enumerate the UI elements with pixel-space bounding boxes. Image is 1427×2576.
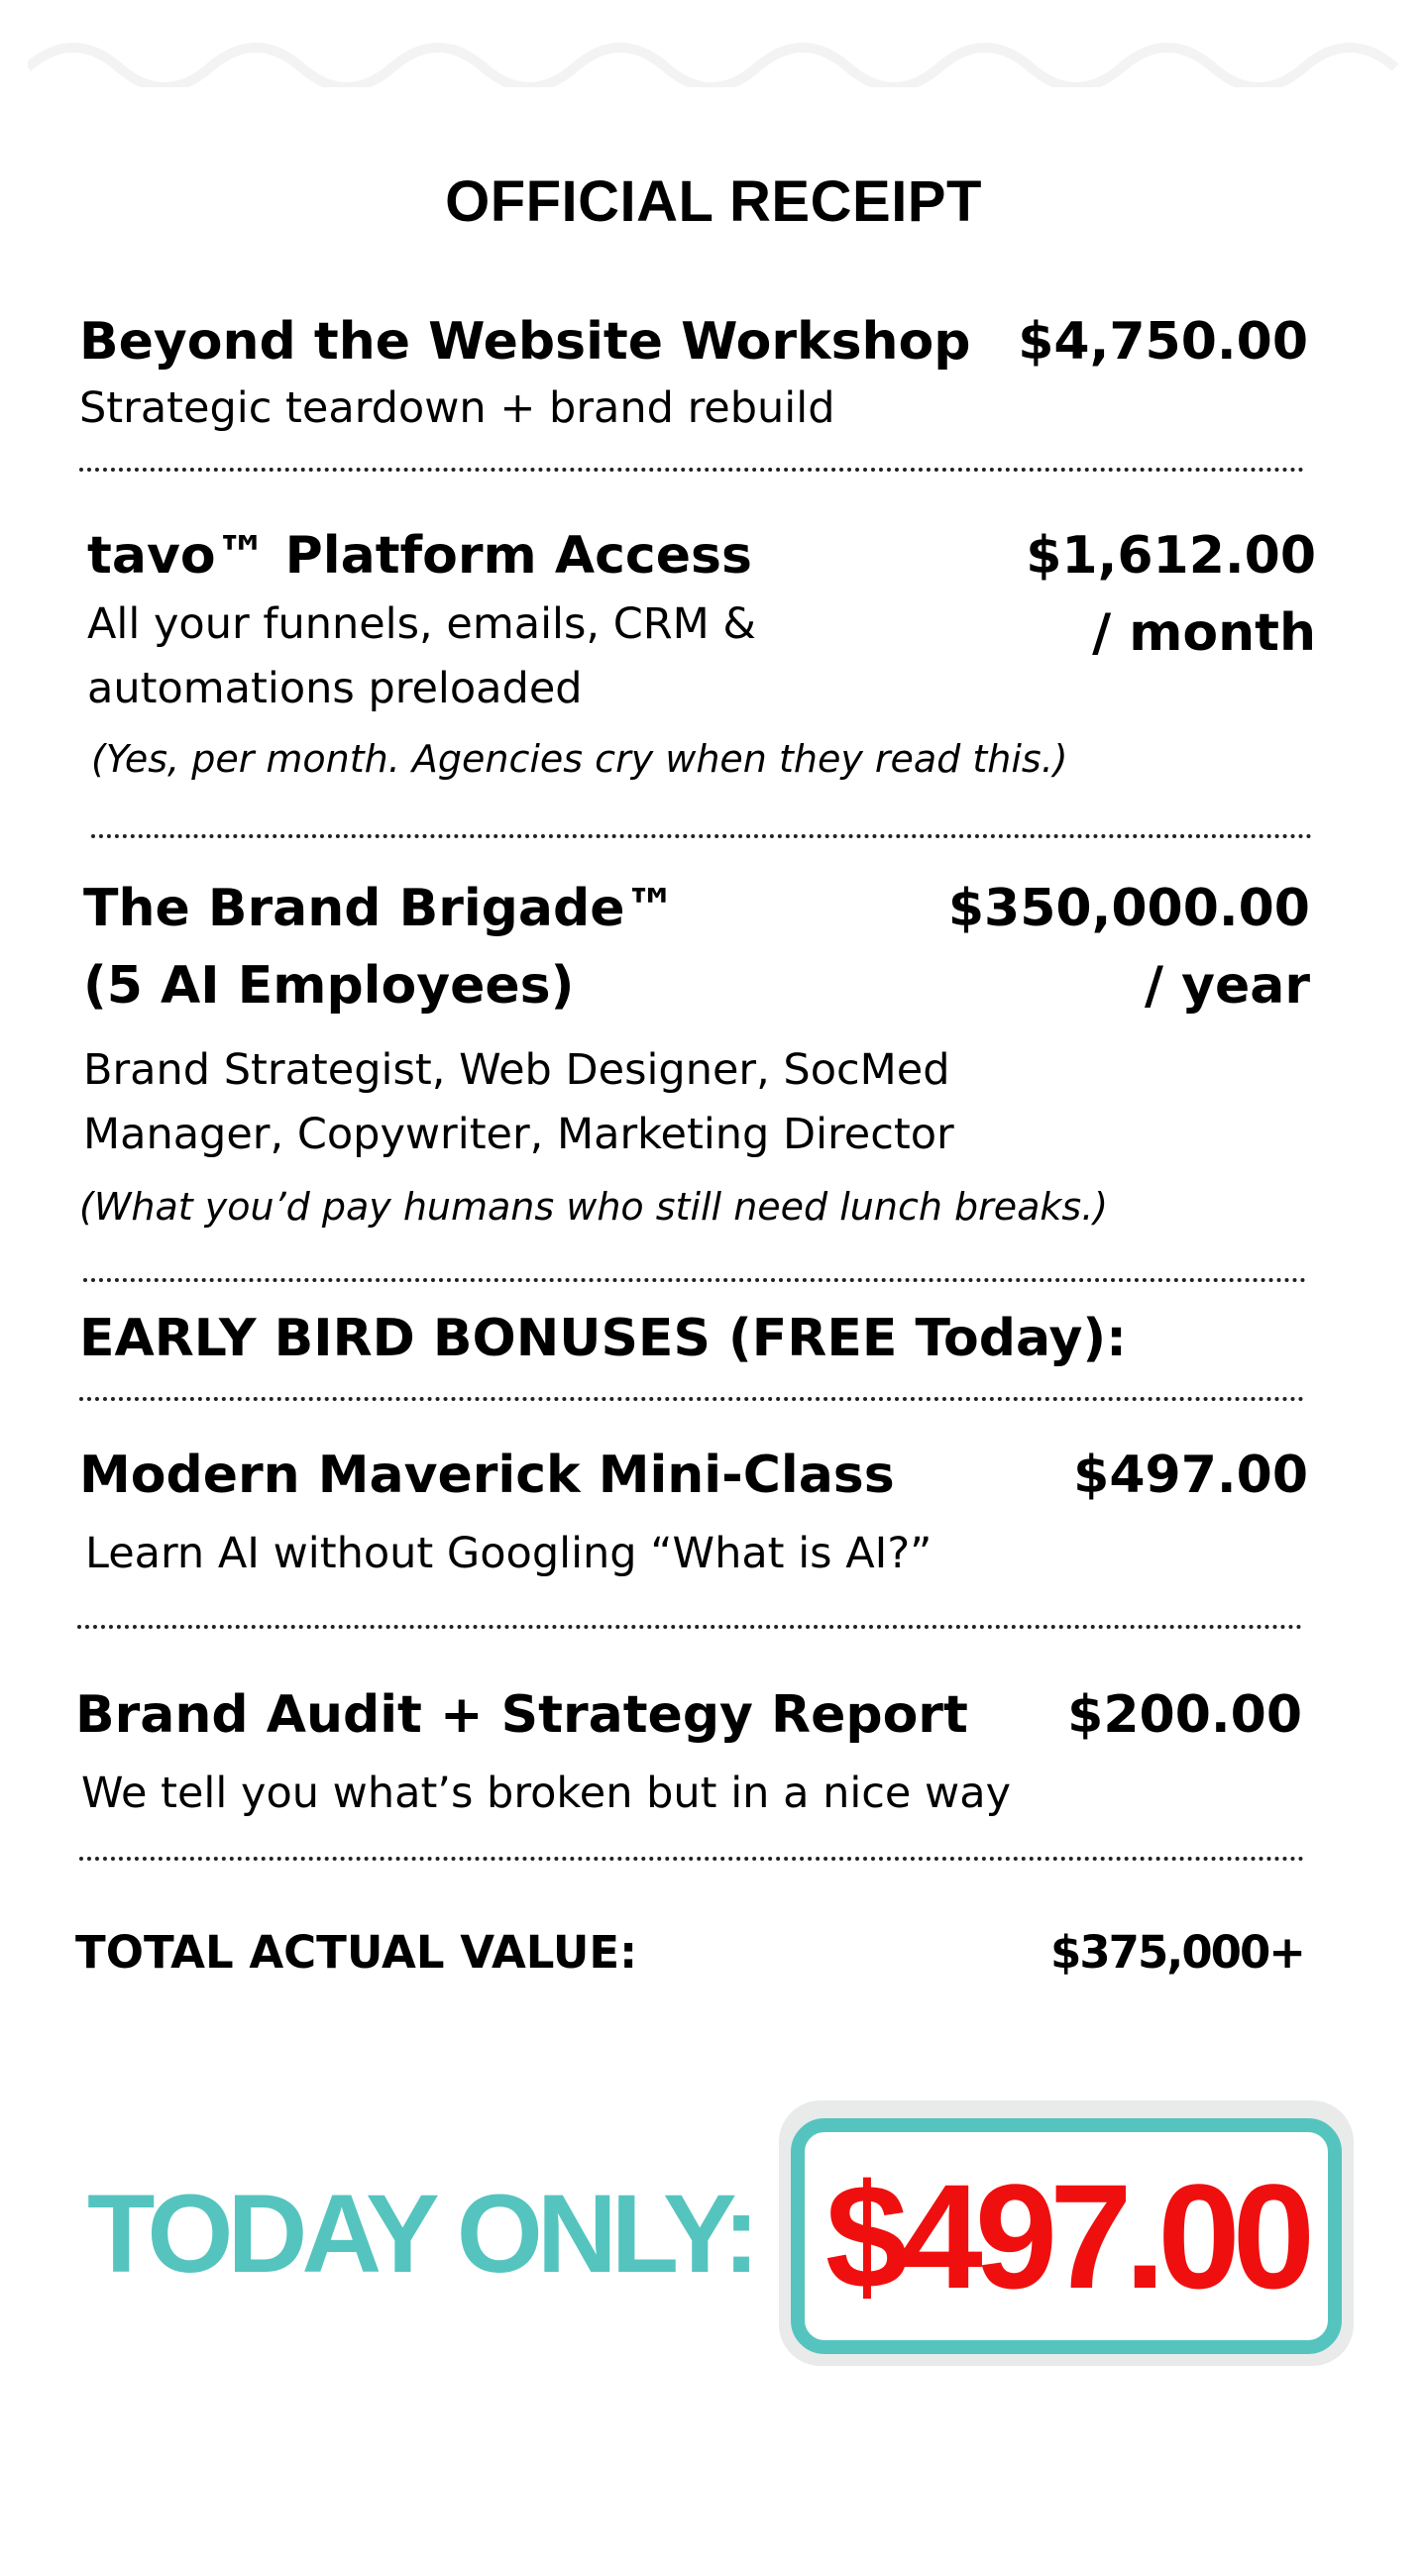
item-price: $497.00	[1073, 1446, 1308, 1505]
item-name: Brand Audit + Strategy Report	[75, 1685, 968, 1745]
item-price: $1,612.00	[1026, 526, 1316, 586]
item-description-line: Manager, Copywriter, Marketing Director	[83, 1110, 954, 1159]
torn-edge-decoration	[28, 28, 1399, 87]
item-description: We tell you what’s broken but in a nice way	[81, 1769, 1012, 1818]
total-value: $375,000+	[1050, 1926, 1304, 1979]
item-price: $200.00	[1067, 1685, 1302, 1745]
item-name-line: (5 AI Employees)	[83, 956, 575, 1016]
item-name: Modern Maverick Mini-Class	[79, 1446, 895, 1505]
dotted-divider	[91, 834, 1312, 838]
item-description-line: automations preloaded	[87, 664, 583, 713]
item-note: (Yes, per month. Agencies cry when they read this.)	[91, 737, 1068, 781]
offer-price: $497.00	[824, 2153, 1308, 2319]
today-only-label: TODAY ONLY:	[87, 2172, 754, 2296]
offer-price-box	[779, 2100, 1354, 2366]
item-description-line: Brand Strategist, Web Designer, SocMed	[83, 1045, 950, 1095]
dotted-divider	[77, 1625, 1302, 1629]
item-name: Beyond the Website Workshop	[79, 312, 971, 372]
item-name: tavo™ Platform Access	[87, 526, 752, 586]
item-description-line: All your funnels, emails, CRM &	[87, 599, 756, 649]
offer-price-frame	[791, 2118, 1342, 2354]
item-price: $350,000.00	[947, 879, 1310, 938]
item-name-line: The Brand Brigade™	[83, 879, 677, 938]
item-price-period: / year	[1145, 956, 1310, 1016]
dotted-divider	[79, 468, 1304, 472]
dotted-divider	[83, 1278, 1306, 1282]
dotted-divider	[79, 1397, 1304, 1401]
item-price: $4,750.00	[1018, 312, 1308, 372]
receipt-title: OFFICIAL RECEIPT	[445, 169, 982, 234]
total-label: TOTAL ACTUAL VALUE:	[75, 1926, 638, 1979]
item-description: Learn AI without Googling “What is AI?”	[85, 1529, 933, 1578]
bonus-heading: EARLY BIRD BONUSES (FREE Today):	[79, 1309, 1127, 1368]
dotted-divider	[79, 1857, 1304, 1861]
item-price-period: / month	[1092, 603, 1316, 663]
item-note: (What you’d pay humans who still need lunch breaks.)	[79, 1185, 1109, 1229]
item-description: Strategic teardown + brand rebuild	[79, 383, 835, 433]
